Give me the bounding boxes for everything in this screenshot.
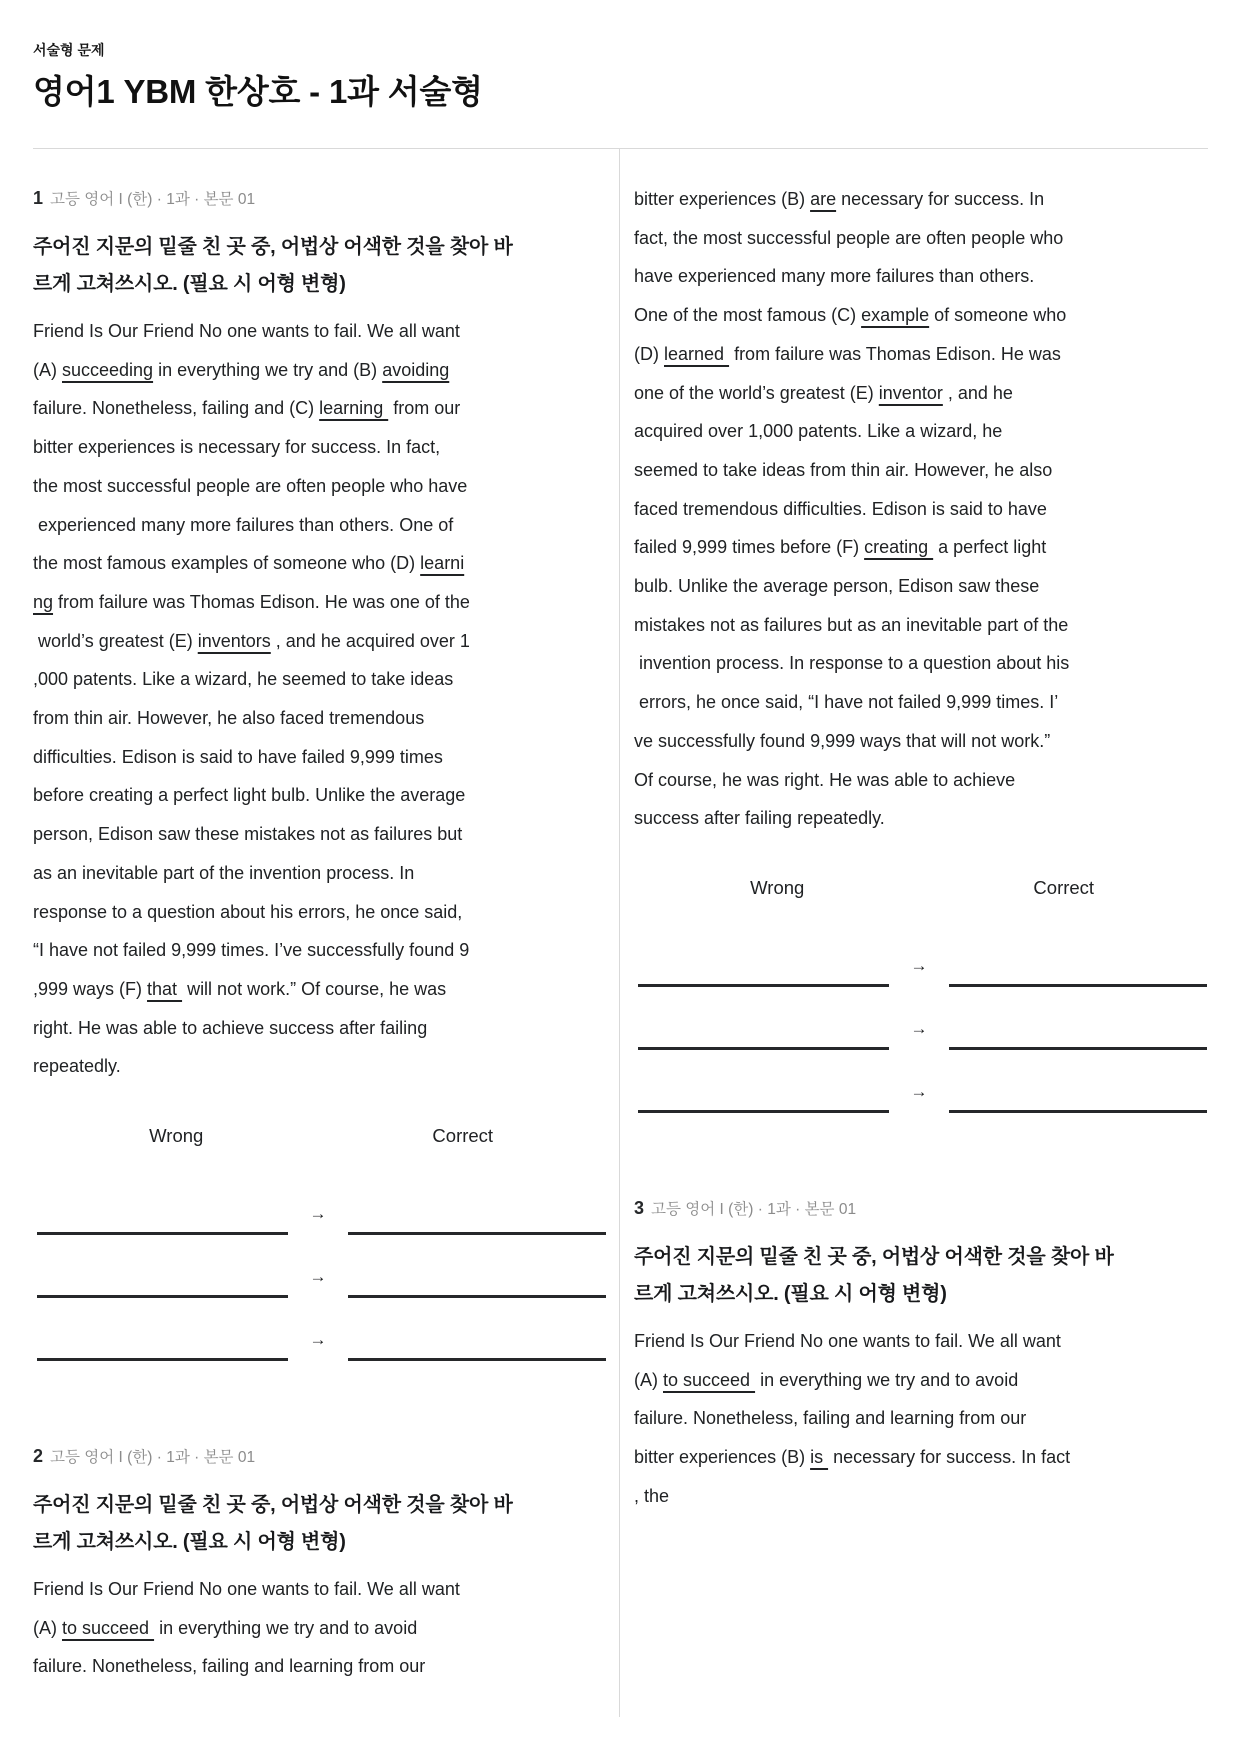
answer-blank-wrong bbox=[37, 1232, 288, 1235]
passage-line bbox=[634, 528, 1207, 567]
answer-blank-wrong bbox=[638, 984, 889, 987]
passage-text: world’s greatest (E) bbox=[33, 630, 198, 651]
underlined-answer: to succeed bbox=[62, 1617, 155, 1638]
question-meta: 고등 영어 I (한) · 1과 · 본문 01 bbox=[50, 1449, 256, 1467]
passage-text: , and he bbox=[942, 382, 1013, 403]
passage-line bbox=[634, 761, 1207, 800]
passage-line bbox=[33, 1047, 606, 1086]
passage-line bbox=[33, 389, 606, 428]
answer-row bbox=[634, 924, 1207, 987]
answer-blank-correct bbox=[348, 1358, 606, 1361]
passage-line bbox=[33, 1609, 606, 1648]
passage-line bbox=[33, 622, 606, 661]
question-number: 1 bbox=[33, 188, 44, 208]
passage-line bbox=[634, 1477, 1207, 1516]
passage-line bbox=[33, 1647, 606, 1686]
passage-line bbox=[634, 1438, 1207, 1477]
passage-text: experienced many more failures than others. One of bbox=[33, 514, 454, 535]
left-column bbox=[33, 149, 606, 1717]
passage-text: one of the world’s greatest (E) bbox=[634, 382, 879, 403]
passage-text: Friend Is Our Friend No one wants to fail. We all want bbox=[33, 1579, 460, 1600]
passage-text: as an inevitable part of the invention process. In bbox=[33, 862, 415, 883]
passage-text: failed 9,999 times before (F) bbox=[634, 537, 865, 558]
question-prompt bbox=[634, 1239, 1207, 1313]
passage-text: ve successfully found 9,999 ways that will not work.” bbox=[634, 730, 1051, 751]
question-number: 3 bbox=[634, 1197, 645, 1218]
answer-row bbox=[33, 1235, 606, 1298]
passage-text: “I have not failed 9,999 times. I’ve successfully found 9 bbox=[33, 940, 470, 961]
underlined-answer: avoiding bbox=[382, 359, 450, 380]
passage bbox=[634, 180, 1207, 838]
passage-line bbox=[634, 374, 1207, 413]
passage-text: faced tremendous difficulties. Edison is said to have bbox=[634, 498, 1047, 519]
arrow-cell bbox=[288, 1268, 348, 1298]
answer-rows bbox=[33, 1172, 606, 1361]
two-column-layout bbox=[0, 149, 1241, 1717]
passage-line bbox=[634, 257, 1207, 296]
passage-text: mistakes not as failures but as an inevitable part of the bbox=[634, 614, 1069, 635]
arrow-icon: → bbox=[309, 1204, 327, 1224]
answer-blank-correct bbox=[949, 1047, 1207, 1050]
prompt-line: 주어진 지문의 밑줄 친 곳 중, 어법상 어색한 것을 찾아 바 bbox=[33, 236, 513, 258]
arrow-cell bbox=[288, 1331, 348, 1361]
passage-line bbox=[634, 799, 1207, 838]
answer-table bbox=[33, 1124, 606, 1361]
arrow-cell bbox=[889, 1083, 949, 1113]
passage bbox=[33, 1570, 606, 1686]
correct-header: Correct bbox=[1033, 876, 1095, 898]
passage-line bbox=[33, 699, 606, 738]
answer-blank-correct bbox=[949, 1110, 1207, 1113]
passage-text: ,999 ways (F) bbox=[33, 978, 148, 999]
passage-text: failure. Nonetheless, failing and learning from our bbox=[33, 1656, 426, 1677]
passage-text: Of course, he was right. He was able to achieve bbox=[634, 769, 1016, 790]
passage-line bbox=[33, 544, 606, 583]
passage-text: will not work.” Of course, he was bbox=[182, 978, 447, 999]
passage-text: invention process. In response to a question about his bbox=[634, 653, 1070, 674]
passage-line bbox=[33, 1009, 606, 1048]
arrow-cell bbox=[889, 1020, 949, 1050]
passage-line bbox=[33, 931, 606, 970]
underlined-answer: example bbox=[861, 305, 930, 326]
passage-text: before creating a perfect light bulb. Unlike the average bbox=[33, 785, 466, 806]
answer-table-header bbox=[33, 1124, 606, 1148]
passage-text: , the bbox=[634, 1485, 670, 1506]
passage bbox=[634, 1322, 1207, 1516]
passage-line bbox=[634, 722, 1207, 761]
prompt-line: 르게 고쳐쓰시오. (필요 시 어형 변형) bbox=[634, 1282, 947, 1305]
passage-text: (A) bbox=[33, 1617, 62, 1638]
passage-line bbox=[634, 296, 1207, 335]
passage-line bbox=[634, 412, 1207, 451]
arrow-cell bbox=[889, 957, 949, 987]
underlined-answer: succeeding bbox=[62, 359, 154, 380]
passage-text: repeatedly. bbox=[33, 1056, 121, 1077]
passage-line bbox=[634, 490, 1207, 529]
prompt-line: 르게 고쳐쓰시오. (필요 시 어형 변형) bbox=[33, 1531, 346, 1554]
arrow-cell bbox=[288, 1205, 348, 1235]
passage-text: difficulties. Edison is said to have failed 9,999 times bbox=[33, 746, 443, 767]
passage-line bbox=[33, 815, 606, 854]
passage-text: from thin air. However, he also faced tremendous bbox=[33, 708, 425, 729]
underlined-answer: is bbox=[810, 1447, 829, 1468]
passage-text: necessary for success. In bbox=[836, 189, 1045, 209]
underlined-answer: ng bbox=[33, 591, 54, 612]
answer-blank-correct bbox=[348, 1232, 606, 1235]
passage-text: errors, he once said, “I have not failed 9,999 times. I’ bbox=[634, 692, 1059, 713]
passage-line bbox=[634, 1322, 1207, 1361]
arrow-icon: → bbox=[910, 1081, 928, 1101]
passage bbox=[33, 312, 606, 1086]
prompt-line: 주어진 지문의 밑줄 친 곳 중, 어법상 어색한 것을 찾아 바 bbox=[634, 1245, 1114, 1268]
passage-line bbox=[33, 854, 606, 893]
underlined-answer: inventors bbox=[197, 630, 271, 651]
passage-line bbox=[33, 583, 606, 622]
passage-line bbox=[33, 660, 606, 699]
question-number: 2 bbox=[33, 1446, 44, 1467]
passage-text: Friend Is Our Friend No one wants to fail. We all want bbox=[634, 1330, 1061, 1351]
question-header bbox=[33, 1445, 606, 1469]
underlined-answer: learni bbox=[420, 553, 465, 574]
question-prompt bbox=[33, 229, 606, 303]
passage-text: a perfect light bbox=[933, 537, 1047, 558]
passage-line bbox=[33, 351, 606, 390]
passage-text: necessary for success. In fact bbox=[828, 1447, 1071, 1468]
passage-text: in everything we try and to avoid bbox=[755, 1369, 1019, 1390]
passage-line bbox=[634, 683, 1207, 722]
answer-rows bbox=[634, 924, 1207, 1113]
answer-table bbox=[634, 876, 1207, 1113]
passage-line bbox=[634, 644, 1207, 683]
arrow-icon: → bbox=[309, 1267, 327, 1287]
passage-line bbox=[634, 606, 1207, 645]
passage-text: ,000 patents. Like a wizard, he seemed to take ideas bbox=[33, 669, 454, 690]
passage-line bbox=[634, 335, 1207, 374]
column-divider bbox=[619, 149, 620, 1717]
passage-text: from failure was Thomas Edison. He was one of the bbox=[53, 591, 470, 612]
passage-text: bitter experiences is necessary for success. In fact, bbox=[33, 437, 441, 458]
passage-line bbox=[33, 970, 606, 1009]
passage-line bbox=[33, 428, 606, 467]
wrong-header: Wrong bbox=[149, 1125, 204, 1147]
passage-text: (A) bbox=[33, 359, 62, 380]
passage-text: of someone who bbox=[929, 305, 1067, 326]
question-header bbox=[33, 187, 606, 211]
passage-line bbox=[33, 893, 606, 932]
passage-line bbox=[33, 1570, 606, 1609]
page-header bbox=[0, 0, 1241, 112]
passage-line bbox=[33, 776, 606, 815]
passage-text: failure. Nonetheless, failing and learning from our bbox=[634, 1408, 1027, 1429]
question-header bbox=[634, 1197, 1207, 1221]
answer-row bbox=[634, 1050, 1207, 1113]
passage-text: have experienced many more failures than others. bbox=[634, 266, 1035, 287]
passage-text: from our bbox=[388, 398, 461, 419]
arrow-icon: → bbox=[910, 955, 928, 975]
passage-text: the most successful people are often people who have bbox=[33, 475, 468, 496]
question-meta: 고등 영어 I (한) · 1과 · 본문 01 bbox=[651, 1200, 857, 1218]
underlined-answer: inventor bbox=[878, 382, 943, 403]
underlined-answer: creating bbox=[864, 537, 934, 558]
passage-line bbox=[634, 1361, 1207, 1400]
right-column bbox=[634, 149, 1207, 1717]
passage-text: Friend Is Our Friend No one wants to fail. We all want bbox=[33, 321, 460, 341]
wrong-header: Wrong bbox=[750, 876, 805, 898]
passage-text: the most famous examples of someone who (D) bbox=[33, 553, 421, 574]
arrow-icon: → bbox=[309, 1330, 327, 1350]
passage-text: success after failing repeatedly. bbox=[634, 808, 885, 829]
passage-text: in everything we try and to avoid bbox=[154, 1617, 418, 1638]
underlined-answer: to succeed bbox=[663, 1369, 756, 1390]
passage-text: fact, the most successful people are often people who bbox=[634, 227, 1064, 248]
prompt-line: 르게 고쳐쓰시오. (필요 시 어형 변형) bbox=[33, 273, 346, 295]
passage-text: person, Edison saw these mistakes not as failures but bbox=[33, 824, 463, 845]
answer-blank-wrong bbox=[37, 1295, 288, 1298]
passage-line bbox=[33, 506, 606, 545]
answer-blank-wrong bbox=[638, 1110, 889, 1113]
passage-line bbox=[33, 738, 606, 777]
question-meta: 고등 영어 I (한) · 1과 · 본문 01 bbox=[50, 191, 256, 208]
passage-line bbox=[634, 1399, 1207, 1438]
correct-header: Correct bbox=[432, 1125, 494, 1147]
passage-text: bitter experiences (B) bbox=[634, 189, 811, 209]
passage-line bbox=[33, 312, 606, 351]
answer-blank-wrong bbox=[638, 1047, 889, 1050]
passage-line bbox=[634, 451, 1207, 490]
passage-line bbox=[33, 467, 606, 506]
underlined-answer: learning bbox=[319, 398, 389, 419]
passage-text: , and he acquired over 1 bbox=[270, 630, 470, 651]
passage-text: (D) bbox=[634, 343, 664, 364]
passage-line bbox=[634, 219, 1207, 258]
page-eyebrow: 서술형 문제 bbox=[33, 42, 105, 58]
answer-blank-wrong bbox=[37, 1358, 288, 1361]
passage-text: One of the most famous (C) bbox=[634, 305, 862, 326]
passage-text: from failure was Thomas Edison. He was bbox=[729, 343, 1061, 364]
passage-text: in everything we try and (B) bbox=[153, 359, 383, 380]
underlined-answer: that bbox=[147, 978, 183, 999]
answer-blank-correct bbox=[949, 984, 1207, 987]
answer-blank-correct bbox=[348, 1295, 606, 1298]
passage-text: seemed to take ideas from thin air. However, he also bbox=[634, 459, 1053, 480]
answer-row bbox=[33, 1298, 606, 1361]
arrow-icon: → bbox=[910, 1018, 928, 1038]
question-prompt bbox=[33, 1487, 606, 1561]
prompt-line: 주어진 지문의 밑줄 친 곳 중, 어법상 어색한 것을 찾아 바 bbox=[33, 1494, 513, 1517]
passage-text: response to a question about his errors, he once said, bbox=[33, 901, 463, 922]
passage-text: acquired over 1,000 patents. Like a wizard, he bbox=[634, 421, 1003, 442]
passage-line bbox=[634, 180, 1207, 219]
passage-line bbox=[634, 567, 1207, 606]
passage-text: (A) bbox=[634, 1369, 663, 1390]
passage-text: bitter experiences (B) bbox=[634, 1447, 811, 1468]
passage-text: right. He was able to achieve success after failing bbox=[33, 1017, 428, 1038]
answer-row bbox=[634, 987, 1207, 1050]
underlined-answer: are bbox=[810, 189, 837, 209]
answer-row bbox=[33, 1172, 606, 1235]
underlined-answer: learned bbox=[664, 343, 730, 364]
passage-text: bulb. Unlike the average person, Edison saw these bbox=[634, 576, 1040, 597]
passage-text: failure. Nonetheless, failing and (C) bbox=[33, 398, 320, 419]
answer-table-header bbox=[634, 876, 1207, 900]
page-title: 영어1 YBM 한상호 - 1과 서술형 bbox=[33, 73, 483, 110]
